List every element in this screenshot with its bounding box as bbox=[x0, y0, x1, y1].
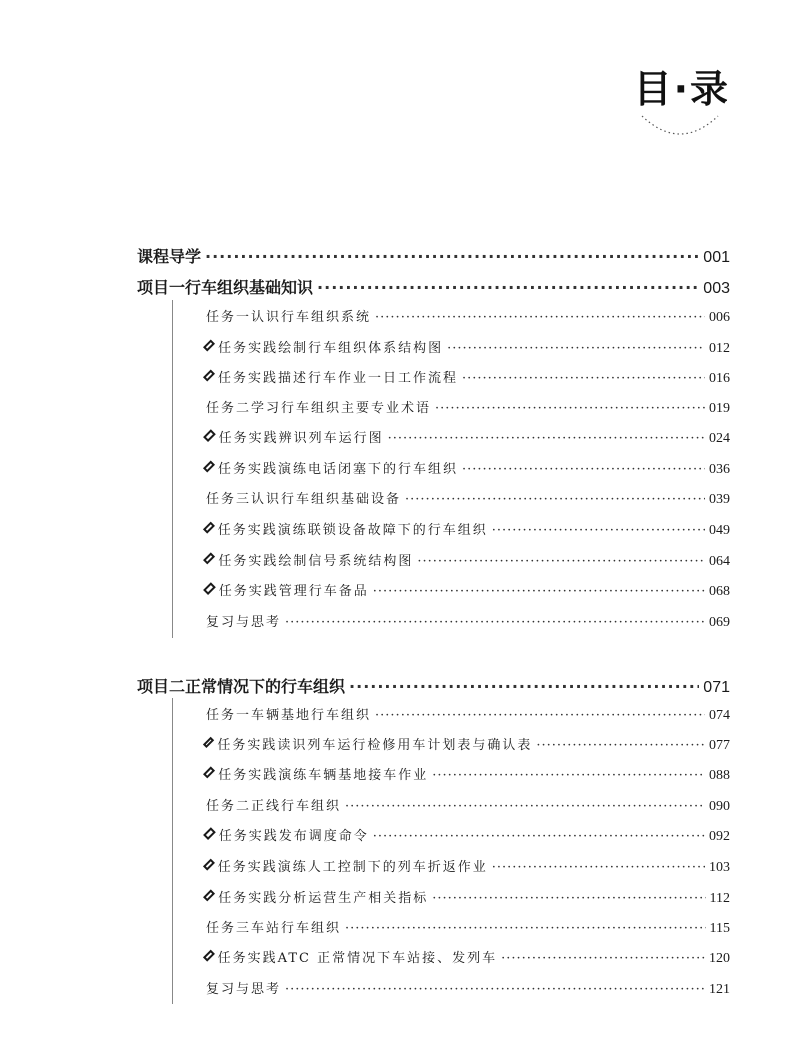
toc-entry-label: 任务一 bbox=[206, 708, 252, 723]
toc-entry-label: 课程导学 bbox=[137, 247, 202, 266]
diamond-bullet-icon bbox=[203, 552, 215, 564]
toc-entry-head[interactable] bbox=[137, 275, 730, 298]
dot-leader bbox=[492, 860, 705, 875]
dot-leader bbox=[373, 584, 705, 599]
dot-leader bbox=[492, 523, 705, 538]
dot-leader bbox=[405, 492, 705, 507]
dot-leader bbox=[501, 951, 705, 966]
toc-entry-page: 112 bbox=[709, 891, 730, 906]
toc-entry-label: 复习与思考 bbox=[206, 982, 282, 997]
toc-entry-label: 任务实践 bbox=[218, 341, 279, 356]
toc-entry-label: 任务二 bbox=[206, 799, 252, 814]
dot-leader bbox=[375, 708, 705, 723]
diamond-bullet-icon bbox=[203, 339, 215, 351]
toc-entry-page: 074 bbox=[709, 708, 730, 723]
dot-leader bbox=[345, 799, 705, 814]
diamond-bullet-icon bbox=[203, 461, 215, 473]
toc-entry-label: 任务三 bbox=[206, 492, 252, 507]
toc-entry-task[interactable] bbox=[206, 488, 730, 508]
toc-entry-label: 任务一 bbox=[206, 310, 252, 325]
toc-entry-title: 分析运营生产相关指标 bbox=[278, 891, 429, 906]
toc-entry-title: 演练电话闭塞下的行车组织 bbox=[277, 462, 458, 477]
toc-entry-label: 任务实践 bbox=[217, 371, 278, 386]
toc-entry-page: 019 bbox=[709, 401, 730, 416]
toc-entry-task[interactable] bbox=[206, 795, 730, 815]
toc-entry-task[interactable] bbox=[206, 704, 730, 724]
toc-entry-label: 项目一 bbox=[137, 278, 186, 297]
toc-entry-page: 064 bbox=[709, 554, 730, 569]
toc-entry-head[interactable] bbox=[137, 244, 730, 267]
toc-entry-title: 认识行车组织基础设备 bbox=[251, 492, 402, 507]
toc-entry-page: 088 bbox=[709, 768, 730, 783]
toc-entry-page: 036 bbox=[709, 462, 730, 477]
toc-entry-label: 任务实践 bbox=[217, 462, 278, 477]
toc-entry-practice[interactable] bbox=[206, 825, 730, 845]
toc-entry-page: 006 bbox=[709, 310, 730, 325]
toc-entry-label: 任务实践 bbox=[218, 554, 279, 569]
toc-entry-review[interactable] bbox=[206, 978, 730, 998]
toc-entry-title: 发布调度命令 bbox=[278, 829, 369, 844]
toc-entry-practice[interactable] bbox=[206, 519, 730, 539]
diamond-bullet-icon bbox=[203, 370, 215, 382]
dot-leader bbox=[536, 738, 705, 753]
dot-leader bbox=[205, 247, 699, 266]
diamond-bullet-icon bbox=[203, 429, 215, 441]
toc-entry-task[interactable] bbox=[206, 397, 730, 417]
toc-entry-title: 车辆基地行车组织 bbox=[251, 708, 372, 723]
toc-entry-page: 068 bbox=[709, 584, 730, 599]
toc-entry-practice[interactable] bbox=[206, 427, 730, 447]
toc-entry-title: 管理行车备品 bbox=[278, 584, 369, 599]
decorative-dotted-arc bbox=[640, 112, 720, 142]
toc-entry-label: 任务三 bbox=[206, 921, 252, 936]
dot-leader bbox=[432, 768, 705, 783]
toc-entry-practice[interactable] bbox=[206, 856, 730, 876]
toc-entry-title: 绘制信号系统结构图 bbox=[278, 554, 414, 569]
toc-entry-title: 车站行车组织 bbox=[251, 921, 342, 936]
toc-entry-label: 复习与思考 bbox=[206, 615, 282, 630]
dot-leader bbox=[435, 401, 705, 416]
toc-entry-title: 演练人工控制下的列车折返作业 bbox=[277, 860, 488, 875]
toc-entry-label: 任务实践 bbox=[218, 431, 279, 446]
toc-entry-page: 012 bbox=[709, 341, 730, 356]
dot-leader bbox=[375, 310, 705, 325]
dot-leader bbox=[285, 615, 705, 630]
diamond-bullet-icon bbox=[203, 950, 215, 962]
project-two-vertical-rule bbox=[172, 698, 173, 1004]
toc-entry-practice[interactable] bbox=[206, 367, 730, 387]
toc-entry-page: 090 bbox=[709, 799, 730, 814]
toc-entry-practice[interactable] bbox=[206, 458, 730, 478]
diamond-bullet-icon bbox=[203, 827, 216, 840]
toc-entry-page: 103 bbox=[709, 860, 730, 875]
toc-entry-page: 069 bbox=[709, 615, 730, 630]
toc-entry-page: 039 bbox=[709, 492, 730, 507]
dot-leader bbox=[349, 677, 699, 696]
toc-entry-title: ATC 正常情况下车站接、发列车 bbox=[277, 951, 498, 966]
toc-entry-label: 任务实践 bbox=[217, 860, 278, 875]
toc-entry-title: 描述行车作业一日工作流程 bbox=[277, 371, 458, 386]
diamond-bullet-icon bbox=[203, 737, 215, 749]
toc-entry-head[interactable] bbox=[137, 674, 730, 697]
toc-entry-title: 演练车辆基地接车作业 bbox=[278, 768, 429, 783]
toc-entry-page: 092 bbox=[709, 829, 730, 844]
dot-leader bbox=[432, 891, 705, 906]
toc-entry-label: 任务实践 bbox=[218, 829, 279, 844]
toc-entry-title: 认识行车组织系统 bbox=[251, 310, 372, 325]
toc-entry-task[interactable] bbox=[206, 917, 730, 937]
dot-leader bbox=[388, 431, 705, 446]
toc-entry-page: 001 bbox=[703, 249, 730, 266]
diamond-bullet-icon bbox=[203, 582, 216, 595]
dot-leader bbox=[447, 341, 705, 356]
toc-entry-label: 项目二 bbox=[137, 677, 186, 696]
toc-entry-practice[interactable] bbox=[206, 947, 730, 967]
toc-entry-review[interactable] bbox=[206, 611, 730, 631]
toc-entry-title: 辨识列车运行图 bbox=[278, 431, 384, 446]
toc-entry-page: 071 bbox=[703, 679, 730, 696]
dot-leader bbox=[462, 371, 705, 386]
toc-entry-page: 115 bbox=[709, 921, 730, 936]
toc-entry-practice[interactable] bbox=[206, 764, 730, 784]
dot-leader bbox=[317, 278, 699, 297]
toc-entry-practice[interactable] bbox=[206, 550, 730, 570]
toc-entry-label: 任务实践 bbox=[218, 768, 279, 783]
toc-entry-title: 绘制行车组织体系结构图 bbox=[278, 341, 444, 356]
toc-entry-practice[interactable] bbox=[206, 580, 730, 600]
toc-entry-practice[interactable] bbox=[206, 887, 730, 907]
project-one-vertical-rule bbox=[172, 300, 173, 638]
diamond-bullet-icon bbox=[203, 766, 215, 778]
toc-entry-title: 行车组织基础知识 bbox=[185, 278, 314, 297]
diamond-bullet-icon bbox=[203, 522, 215, 534]
toc-entry-label: 任务实践 bbox=[217, 523, 278, 538]
toc-entry-task[interactable] bbox=[206, 306, 730, 326]
toc-entry-label: 任务实践 bbox=[217, 738, 278, 753]
toc-entry-label: 任务二 bbox=[206, 401, 252, 416]
dot-leader bbox=[373, 829, 705, 844]
toc-entry-title: 演练联锁设备故障下的行车组织 bbox=[277, 523, 488, 538]
toc-entry-page: 003 bbox=[703, 280, 730, 297]
toc-entry-title: 读识列车运行检修用车计划表与确认表 bbox=[277, 738, 533, 753]
toc-entry-title: 正常情况下的行车组织 bbox=[185, 677, 346, 696]
toc-entry-page: 016 bbox=[709, 371, 730, 386]
toc-entry-page: 077 bbox=[709, 738, 730, 753]
toc-entry-title: 学习行车组织主要专业术语 bbox=[251, 401, 432, 416]
toc-entry-practice[interactable] bbox=[206, 734, 730, 754]
toc-entry-label: 任务实践 bbox=[218, 891, 279, 906]
toc-entry-page: 121 bbox=[709, 982, 730, 997]
toc-entry-title: 正线行车组织 bbox=[251, 799, 342, 814]
toc-entry-practice[interactable] bbox=[206, 337, 730, 357]
toc-entry-page: 120 bbox=[709, 951, 730, 966]
page-title: 目·录 bbox=[633, 67, 730, 111]
toc-entry-page: 049 bbox=[709, 523, 730, 538]
toc-entry-page: 024 bbox=[709, 431, 730, 446]
dot-leader bbox=[345, 921, 705, 936]
toc-entry-label: 任务实践 bbox=[218, 584, 279, 599]
dot-leader bbox=[462, 462, 705, 477]
diamond-bullet-icon bbox=[203, 889, 215, 901]
dot-leader bbox=[285, 982, 705, 997]
toc-entry-label: 任务实践 bbox=[217, 951, 278, 966]
diamond-bullet-icon bbox=[203, 859, 215, 871]
dot-leader bbox=[417, 554, 705, 569]
